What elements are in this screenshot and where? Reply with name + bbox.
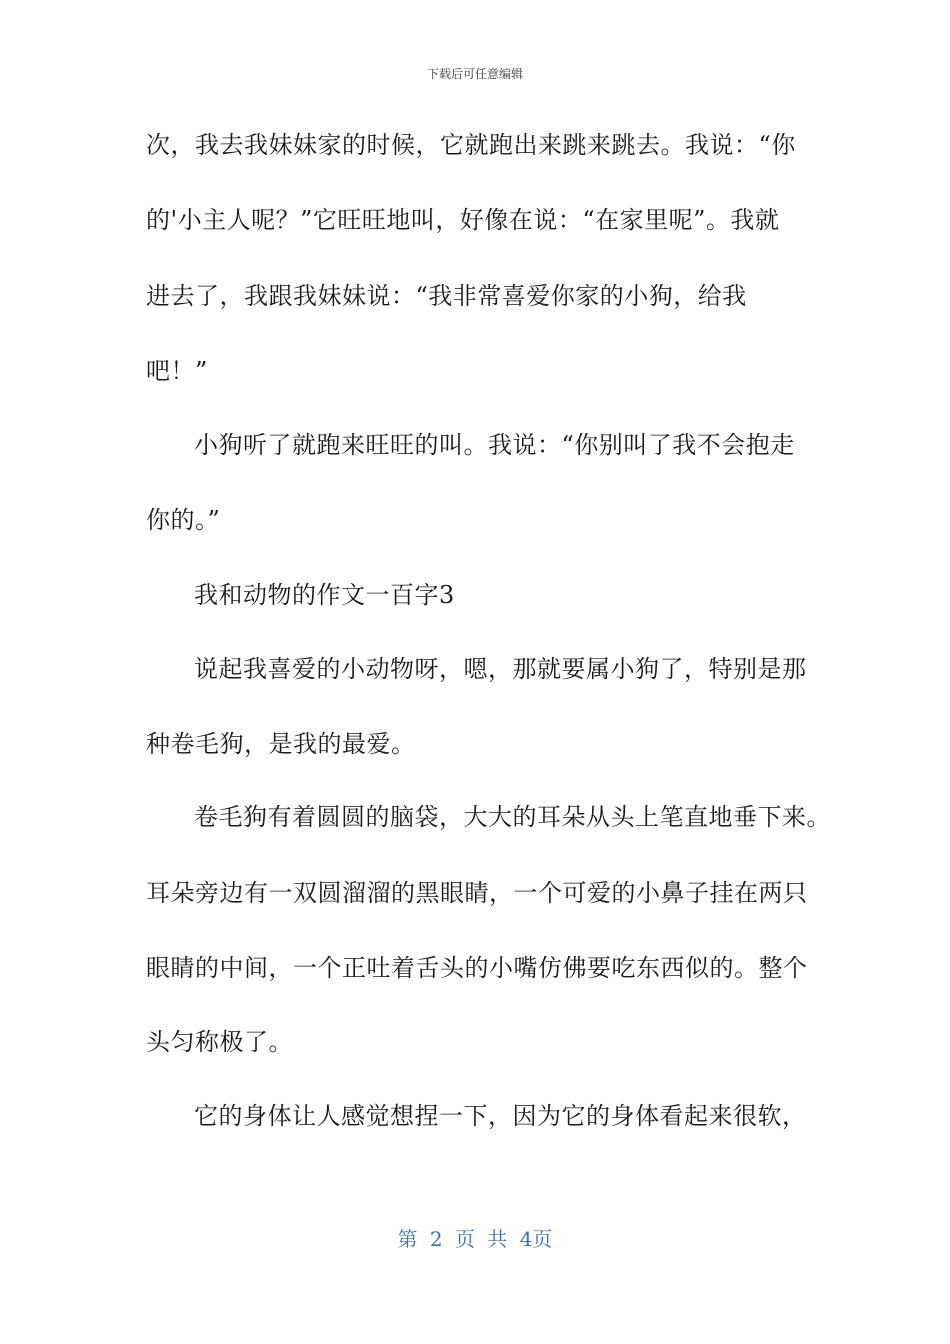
text-line: 的'小主人呢？”它旺旺地叫，好像在说：“在家里呢”。我就 xyxy=(146,206,780,234)
text-line: 次，我去我妹妹家的时候，它就跑出来跳来跳去。我说：“你 xyxy=(146,131,796,159)
text-line: 种卷毛狗，是我的最爱。 xyxy=(146,730,416,758)
paragraph-first-line: 卷毛狗有着圆圆的脑袋，大大的耳朵从头上笔直地垂下来。 xyxy=(194,803,831,831)
paragraph-first-line: 小狗听了就跑来旺旺的叫。我说：“你别叫了我不会抱走 xyxy=(194,431,795,459)
text-line: 你的。” xyxy=(146,506,221,534)
paragraph-first-line: 它的身体让人感觉想捏一下，因为它的身体看起来很软， xyxy=(194,1102,807,1130)
section-heading: 我和动物的作文一百字3 xyxy=(194,581,455,609)
text-line: 吧！” xyxy=(146,357,208,385)
text-line: 耳朵旁边有一双圆溜溜的黑眼睛，一个可爱的小鼻子挂在两只 xyxy=(146,879,808,907)
page-header: 下载后可任意编辑 xyxy=(426,67,523,81)
text-line: 进去了，我跟我妹妹说：“我非常喜爱你家的小狗，给我 xyxy=(146,282,747,310)
text-line: 眼睛的中间，一个正吐着舌头的小嘴仿佛要吃东西似的。整个 xyxy=(146,954,808,982)
paragraph-first-line: 说起我喜爱的小动物呀，嗯，那就要属小狗了，特别是那 xyxy=(194,655,807,683)
page-number-footer: 第 2 页 共 4页 xyxy=(397,1227,553,1251)
text-line: 头匀称极了。 xyxy=(146,1028,293,1056)
